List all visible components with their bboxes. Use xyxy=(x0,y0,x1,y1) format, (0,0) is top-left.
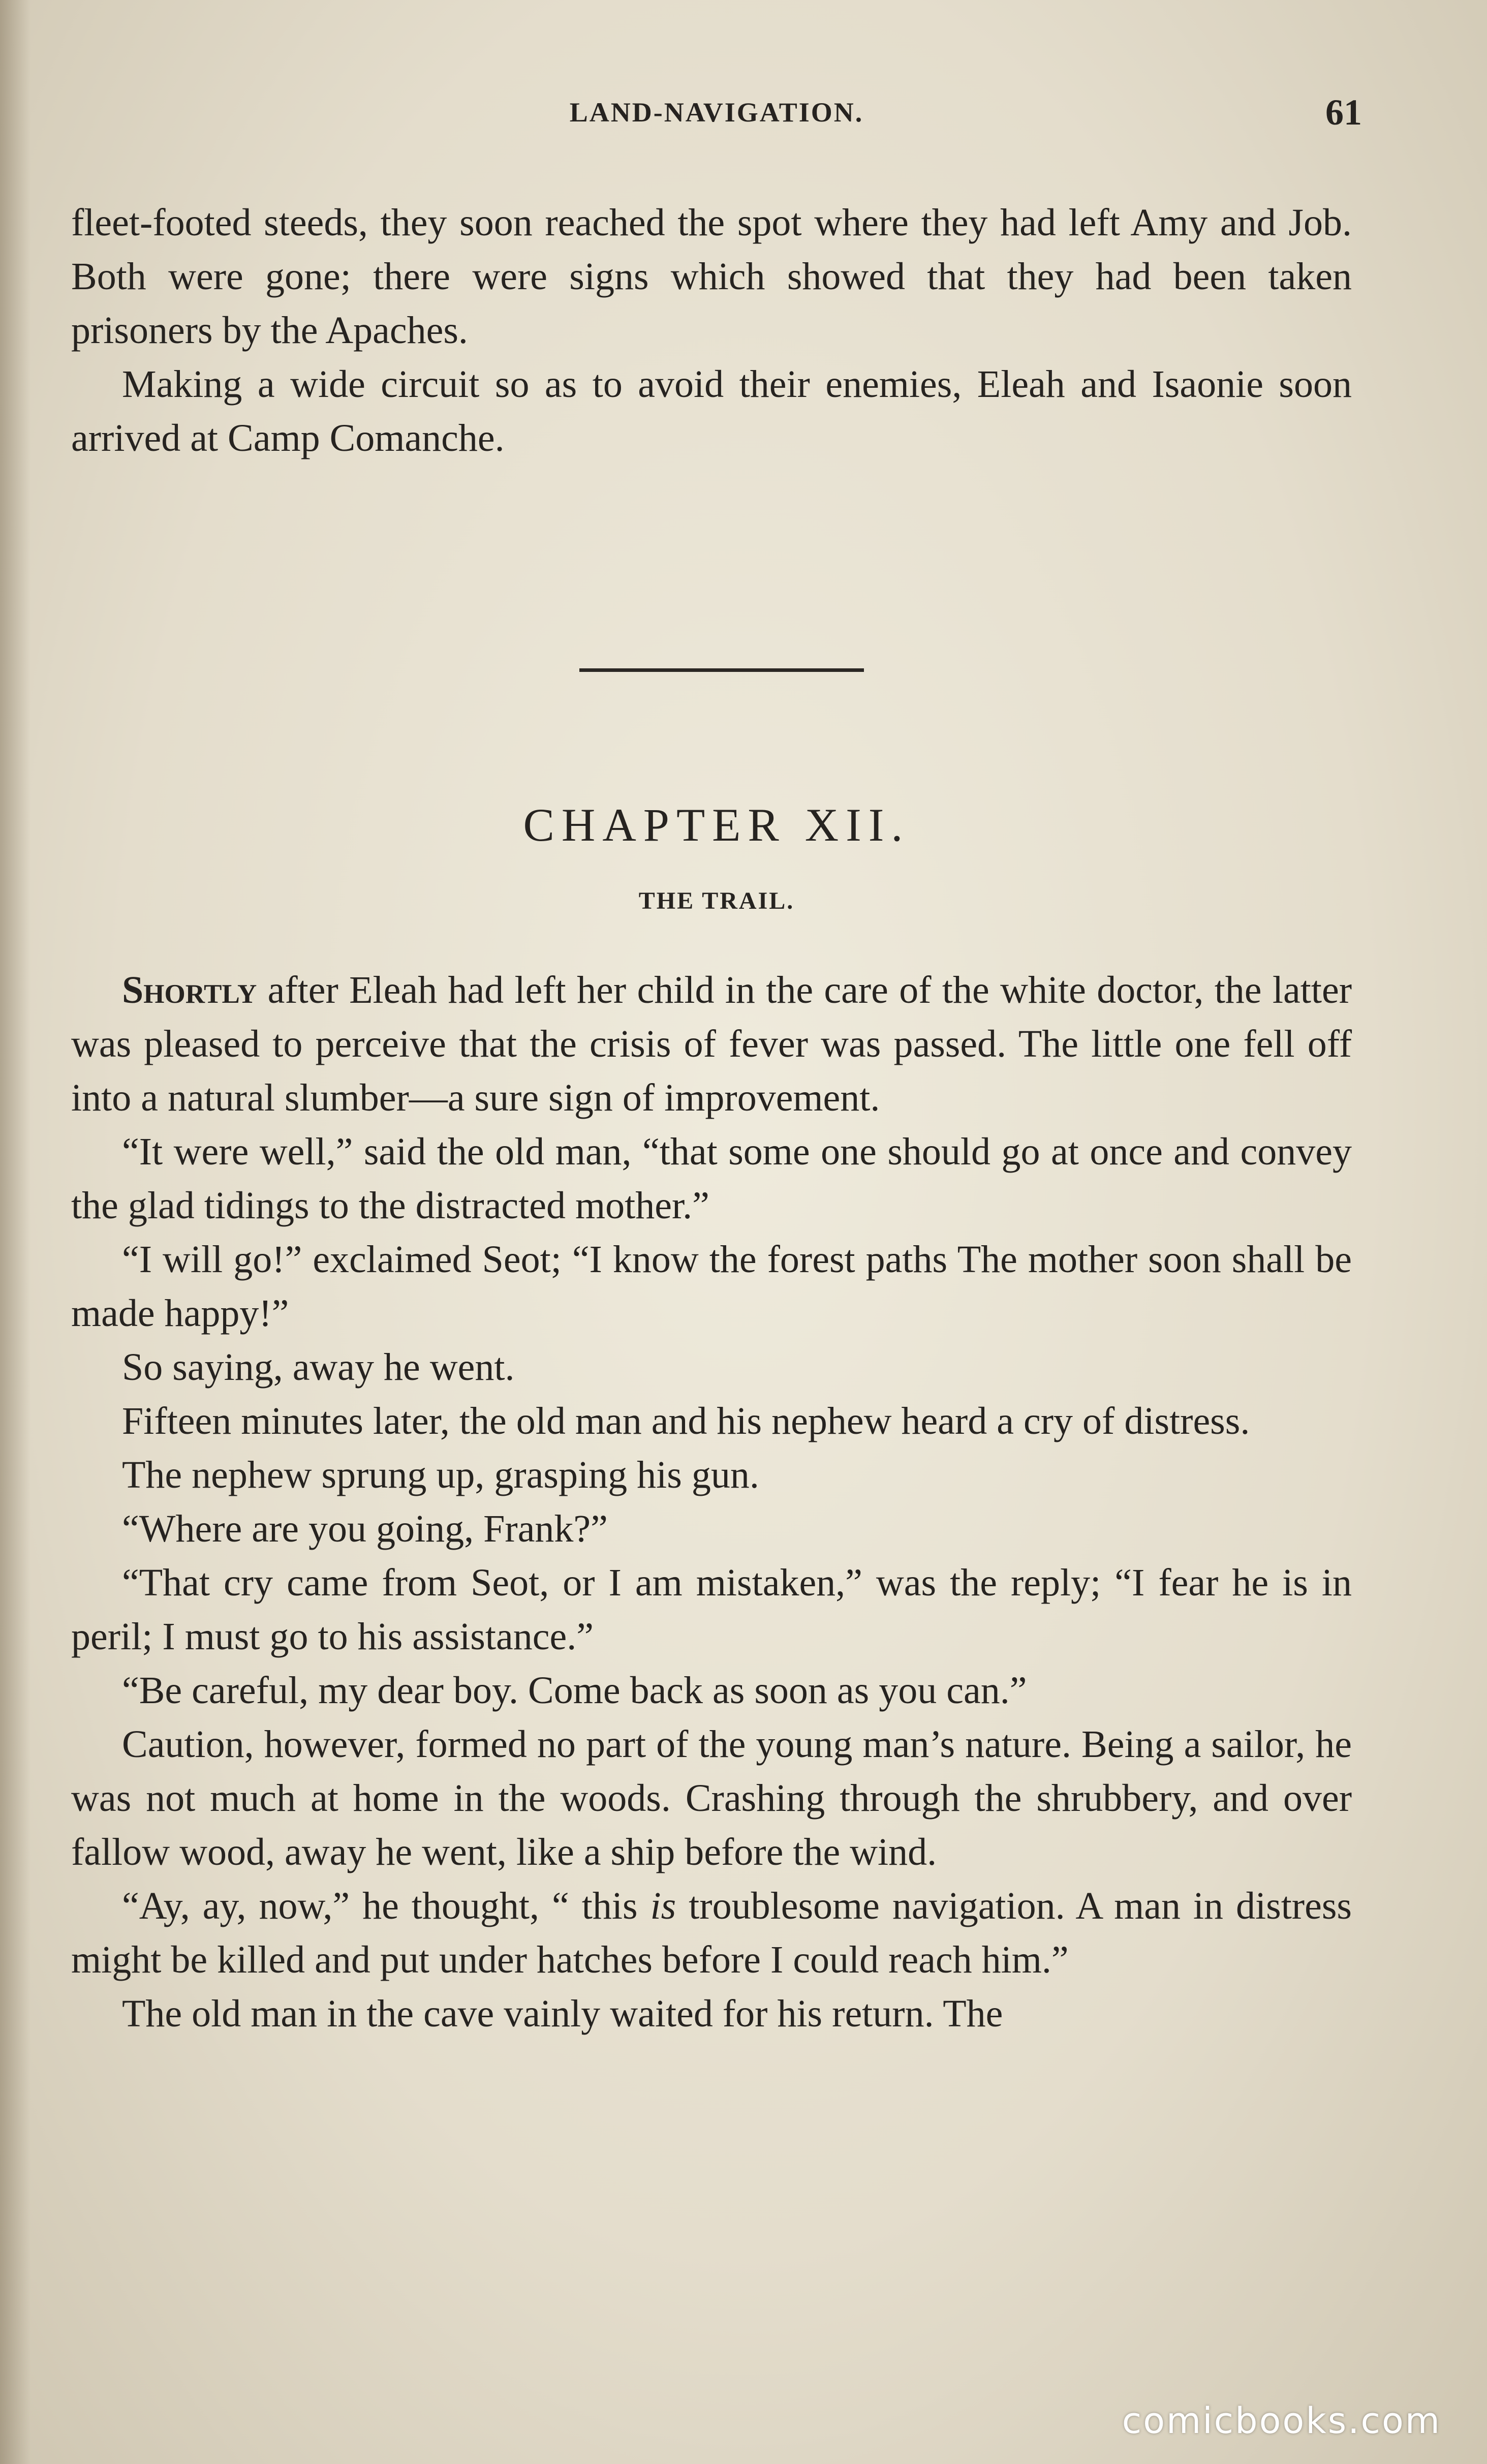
body-paragraph: So saying, away he went. xyxy=(122,1346,515,1389)
running-head: LAND-NAVIGATION. xyxy=(569,97,864,128)
page-number: 61 xyxy=(1325,92,1362,133)
opening-rest: after Eleah had left her child in the care of the white doctor, the latter was pleased to perceive that the crisis of fever was passed. The little one fell off into a natural slumber—a sure sign of improvement. xyxy=(71,969,1352,1119)
body-paragraph: “It were well,” said the old man, “that some one should go at once and convey the glad tidings to the distracted mother.” xyxy=(71,1130,1352,1227)
continuation-text xyxy=(71,196,1352,465)
body-paragraph: “Be careful, my dear boy. Come back as soon as you can.” xyxy=(122,1669,1027,1712)
chapter-subtitle: THE TRAIL. xyxy=(638,887,795,914)
body-paragraph: Caution, however, formed no part of the young man’s nature. Being a sailor, he was not much at home in the woods. Crashing through the shrubbery, and over fallow wood, away he went, like a ship before the wind. xyxy=(71,1723,1352,1873)
opening-paragraph xyxy=(71,963,1352,1125)
body-paragraph: “That cry came from Seot, or I am mistaken,” was the reply; “I fear he is in peril; I must go to his assistance.” xyxy=(71,1561,1352,1658)
last-line: The old man in the cave vainly waited for his return. The xyxy=(122,1992,1003,2035)
ay-emphasis: is xyxy=(650,1885,676,1927)
page-header xyxy=(71,91,1362,137)
body-paragraph-ay xyxy=(71,1879,1352,1987)
section-divider xyxy=(579,668,864,672)
ay-after: troublesome navigation. A man in distress might be killed and put under hatches before I could reach him.” xyxy=(71,1885,1352,1981)
watermark-logo: comicbooks.com xyxy=(1122,2400,1441,2442)
page-edge-shadow xyxy=(0,0,30,2464)
chapter-title: CHAPTER XII. xyxy=(523,799,910,851)
body-paragraph: The nephew sprung up, grasping his gun. xyxy=(122,1454,759,1496)
ay-before: “Ay, ay, now,” he thought, “ this xyxy=(122,1885,650,1927)
chapter-body xyxy=(71,963,1352,2041)
body-paragraph: “Where are you going, Frank?” xyxy=(122,1507,608,1550)
continuation-paragraph-1: fleet-footed steeds, they soon reached the spot where they had left Amy and Job. Both were gone; there were signs which showed that they had been taken prisoners by the Apaches. xyxy=(71,201,1352,352)
continuation-paragraph-2: Making a wide circuit so as to avoid their enemies, Eleah and Isaonie soon arrived at Camp Comanche. xyxy=(71,363,1352,459)
opening-word: Shortly xyxy=(122,969,257,1011)
body-paragraph: “I will go!” exclaimed Seot; “I know the forest paths The mother soon shall be made happy!” xyxy=(71,1238,1352,1335)
body-paragraph: Fifteen minutes later, the old man and his nephew heard a cry of distress. xyxy=(122,1400,1250,1442)
